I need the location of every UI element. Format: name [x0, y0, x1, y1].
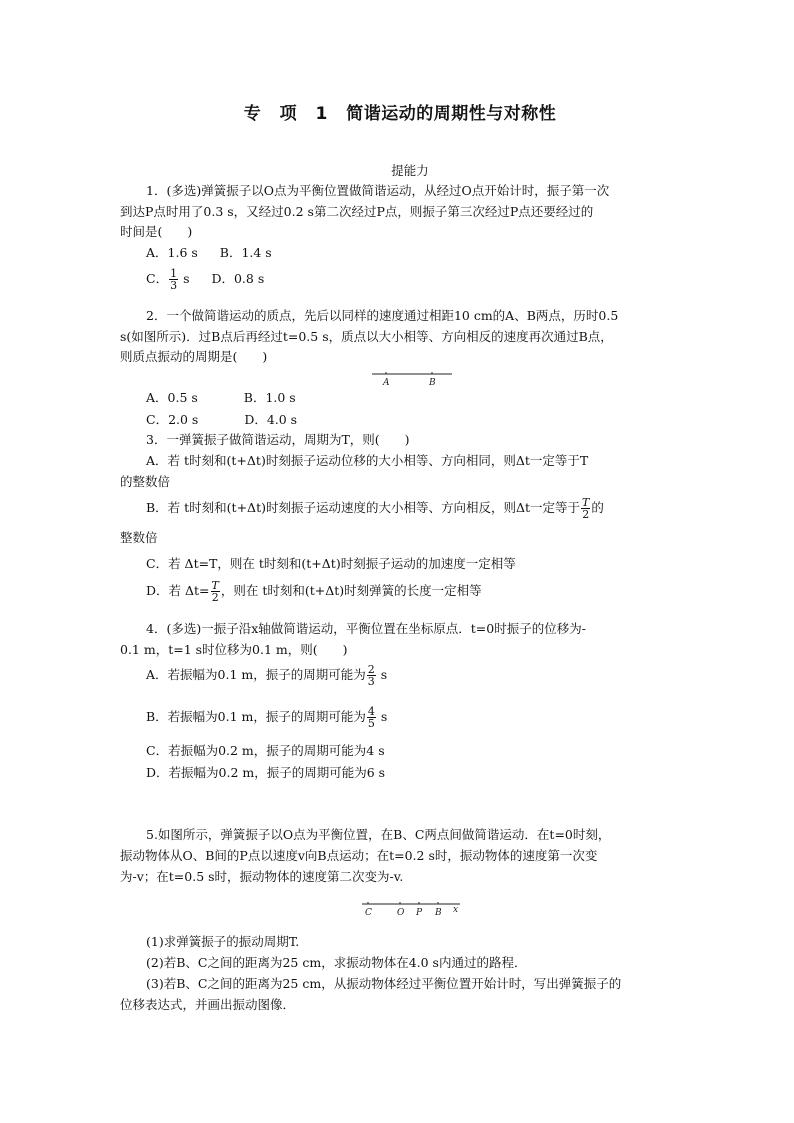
q3-option-d-denominator: 2: [211, 591, 219, 604]
q1-options-row-2: [146, 268, 264, 291]
q5-sub-3-line-1: (3)若B、C之间的距离为25 cm，从振动物体经过平衡位置开始计时，写出弹簧振子的: [146, 976, 622, 991]
q2-option-a: A．0.5 s: [146, 390, 198, 405]
question-1: [120, 183, 680, 240]
q2-line-2: s(如图所示)．过B点后再经过t=0.5 s，质点以大小相等、方向相反的速度再次通过B点，: [120, 328, 613, 344]
title-part-4: 简谐运动的周期性与对称性: [346, 104, 557, 124]
q2-figure-label-b: B: [429, 378, 436, 388]
q2-figure-ab: [370, 368, 454, 388]
q2-line-3: 则质点振动的周期是( ): [120, 349, 268, 365]
q3-option-b-fraction: [581, 497, 590, 520]
q1-option-d: D．0.8 s: [211, 271, 265, 286]
q4-option-b-text: B．若振幅为0.1 m，振子的周期可能为: [146, 709, 366, 724]
q4-option-b: [146, 706, 387, 729]
q4-option-a-numerator: 2: [367, 663, 375, 676]
q1-option-c-fraction: [169, 268, 178, 291]
q3-option-d-tail: ，则在 t时刻和(t+Δt)时刻弹簧的长度一定相等: [220, 583, 482, 598]
title-part-2: 项: [279, 104, 298, 124]
q5-sub-1: (1)求弹簧振子的振动周期T.: [146, 934, 300, 949]
q1-options-row-1: [146, 245, 272, 261]
q2-line-1: 2．一个做简谐运动的质点，先后以同样的速度通过相距10 cm的A、B两点，历时0.5: [146, 308, 619, 323]
q1-line-1: 1．(多选)弹簧振子以O点为平衡位置做简谐运动，从经过O点开始计时，振子第一次: [146, 183, 610, 198]
page-title: [120, 104, 680, 125]
q3-option-b-numerator: T: [582, 496, 590, 509]
q5-line-3: 为-v；在t=0.5 s时，振动物体的速度第二次变为-v.: [120, 869, 404, 884]
title-part-3: 1: [315, 104, 328, 124]
q1-option-c-unit: s: [183, 271, 190, 286]
q2-figure-label-a: A: [383, 378, 390, 388]
q3-option-c: C．若 Δt=T，则在 t时刻和(t+Δt)时刻振子运动的加速度一定相等: [146, 556, 516, 571]
q4-option-b-denominator: 5: [367, 717, 375, 730]
q3-option-d-fraction: [211, 580, 220, 603]
q4-option-a-denominator: 3: [367, 675, 375, 688]
q4-option-d: D．若振幅为0.2 m，振子的周期可能为6 s: [146, 765, 386, 780]
q5-line-2: 振动物体从O、B间的P点以速度v向B点运动；在t=0.2 s时，振动物体的速度第一次变: [120, 848, 598, 863]
q2-options-row-2: [146, 412, 297, 428]
section-subtitle: 提能力: [391, 163, 429, 178]
q3-option-a-line-2: 的整数倍: [120, 474, 171, 489]
q5-figure-label-c: C: [365, 908, 372, 918]
q4-option-b-numerator: 4: [367, 705, 375, 718]
q4-option-b-unit: s: [380, 709, 388, 724]
q5-line-1: 5.如图所示，弹簧振子以O点为平衡位置，在B、C两点间做简谐运动．在t=0时刻，: [146, 827, 611, 842]
q3-option-a-line-1: A．若 t时刻和(t+Δt)时刻振子运动位移的大小相等、方向相同，则Δt一定等于T: [146, 453, 589, 468]
q1-option-b: B．1.4 s: [219, 245, 272, 260]
q3-option-d-numerator: T: [211, 579, 219, 592]
q4-option-a: [146, 664, 387, 687]
q4-option-b-fraction: [367, 706, 376, 729]
q3-option-b-text: B．若 t时刻和(t+Δt)时刻振子运动速度的大小相等、方向相反，则Δt一定等于: [146, 500, 581, 515]
q5-figure-label-o: O: [397, 908, 405, 918]
q3-stem: 3．一弹簧振子做简谐运动，周期为T，则( ): [146, 432, 410, 447]
title-part-1: 专: [243, 104, 262, 124]
q2-option-b: B．1.0 s: [243, 390, 296, 405]
q2-option-d: D．4.0 s: [244, 412, 298, 427]
q2-options-row-1: [146, 390, 296, 406]
q5-figure-label-p: P: [416, 908, 423, 918]
q1-option-c-denominator: 3: [170, 279, 178, 292]
q1-option-c-numerator: 1: [170, 267, 178, 280]
q5-figure-label-b: B: [435, 908, 442, 918]
q4-option-a-unit: s: [380, 667, 388, 682]
q4-option-a-text: A．若振幅为0.1 m，振子的周期可能为: [146, 667, 366, 682]
q4-line-1: 4．(多选)一振子沿x轴做简谐运动，平衡位置在坐标原点．t=0时振子的位移为-: [146, 621, 586, 636]
q4-option-a-fraction: [367, 664, 376, 687]
q5-figure-axis: [360, 897, 464, 919]
q2-option-c: C．2.0 s: [146, 412, 199, 427]
q3-option-b-denominator: 2: [582, 508, 590, 521]
q5-figure-label-x: x: [453, 905, 459, 915]
q5-sub-2: (2)若B、C之间的距离为25 cm，求振动物体在4.0 s内通过的路程．: [146, 955, 527, 970]
q3-option-b-line-2: 整数倍: [120, 530, 158, 545]
q1-option-c-prefix: C．: [146, 271, 169, 286]
q4-option-c: C．若振幅为0.2 m，振子的周期可能为4 s: [146, 743, 385, 758]
q3-option-b-tail: 的: [591, 500, 604, 515]
q3-option-d: [146, 580, 482, 603]
q4-line-2: 0.1 m，t=1 s时位移为0.1 m，则( ): [120, 642, 348, 657]
q1-option-a: A．1.6 s: [146, 245, 198, 260]
q3-option-b-line-1: [146, 497, 604, 520]
q1-line-3: 时间是( ): [120, 224, 193, 240]
q3-option-d-prefix: D．若 Δt=: [146, 583, 210, 598]
question-2: [120, 308, 680, 365]
q1-line-2: 到达P点时用了0.3 s，又经过0.2 s第二次经过P点，则振子第三次经过P点还要经过的: [120, 203, 594, 219]
q5-sub-3-line-2: 位移表达式，并画出振动图像．: [120, 997, 296, 1012]
